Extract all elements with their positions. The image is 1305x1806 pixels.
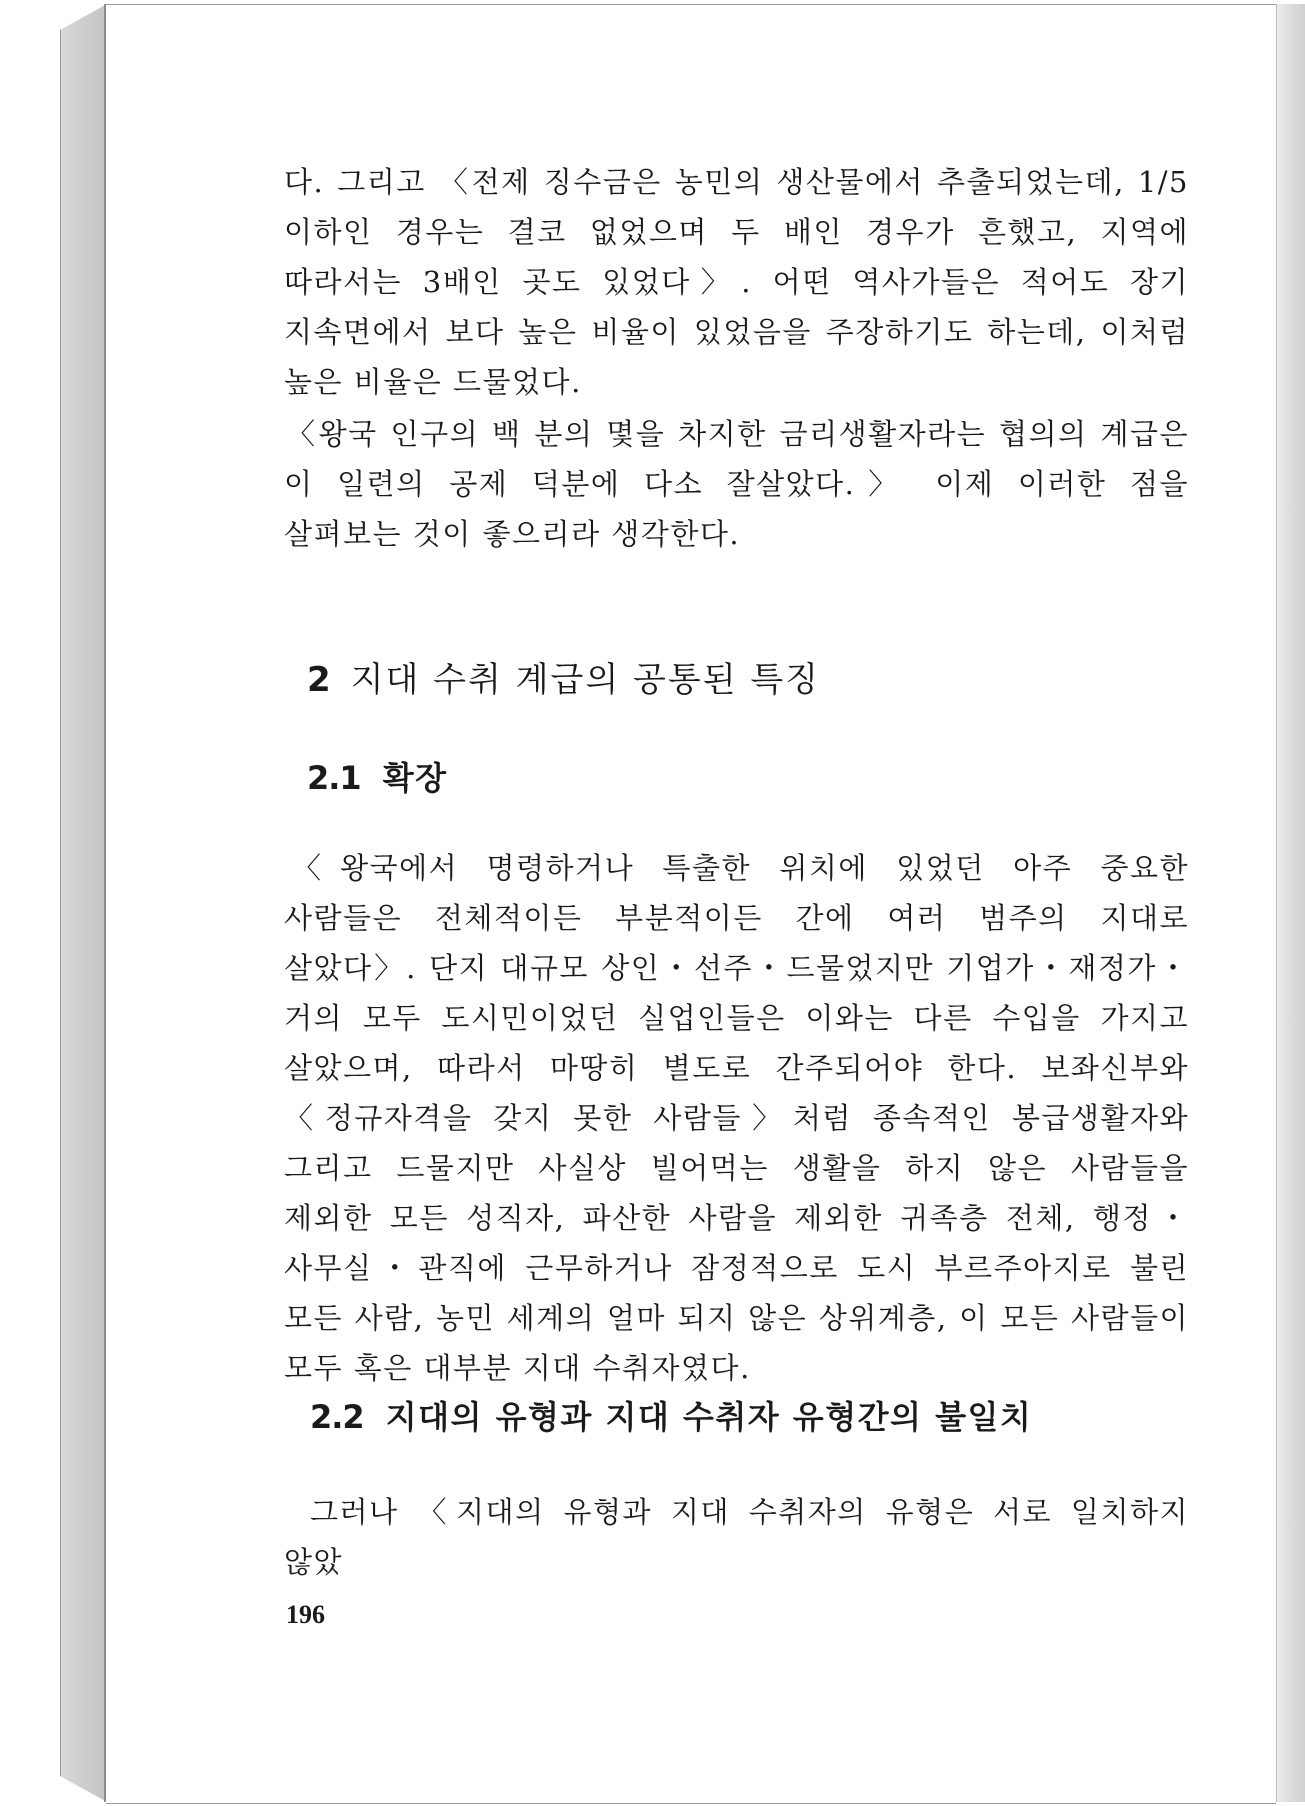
subsection-title: 확장	[382, 759, 448, 797]
book-spine	[60, 4, 107, 1802]
section-heading-2-1	[307, 753, 448, 799]
section-heading-2	[307, 652, 820, 701]
subsection-number: 2.2	[310, 1398, 364, 1436]
paragraph-section-2-2: 그러나 〈지대의 유형과 지대 수취자의 유형은 서로 일치하지 않았	[284, 1495, 1189, 1579]
subsection-title: 지대의 유형과 지대 수취자 유형간의 불일치	[385, 1398, 1033, 1436]
paragraph-continuation: 다. 그리고 〈전제 징수금은 농민의 생산물에서 추출되었는데, 1/5 이하인 경우는 결코 없었으며 두 배인 경우가 흔했고, 지역에 따라서는 3배인 곳도 있었다〉. 어떤 역사가들은 적어도 장기 지속면에서 보다 높은 비율이 있었음을 주장하기도 하는데, 이처럼 높은 비율은 드물었다.	[284, 165, 1189, 399]
section-heading-2-2	[310, 1392, 1032, 1438]
section-number: 2	[307, 660, 333, 700]
section-title: 지대 수취 계급의 공통된 특징	[350, 660, 821, 700]
subsection-number: 2.1	[307, 759, 361, 797]
paragraph-section-2-1: 〈왕국에서 명령하거나 특출한 위치에 있었던 아주 중요한 사람들은 전체적이든 부분적이든 간에 여러 범주의 지대로 살았다〉. 단지 대규모 상인・선주・드물었지만 기업가・재정가・거의 모두 도시민이었던 실업인들은 이와는 다른 수입을 가지고 살았으며, 따라서 마땅히 별도로 간주되어야 한다. 보좌신부와 〈정규자격을 갖지 못한 사람들〉처럼 종속적인 봉급생활자와 그리고 드물지만 사실상 빌어먹는 생활을 하지 않은 사람들을 제외한 모든 성직자, 파산한 사람을 제외한 귀족층 전체, 행정・사무실・관직에 근무하거나 잠정적으로 도시 부르주아지로 불린 모든 사람, 농민 세계의 얼마 되지 않은 상위계층, 이 모든 사람들이 모두 혹은 대부분 지대 수취자였다.	[284, 851, 1189, 1385]
paragraph-second: 〈왕국 인구의 백 분의 몇을 차지한 금리생활자라는 협의의 계급은 이 일련의 공제 덕분에 다소 잘살았다.〉 이제 이러한 점을 살펴보는 것이 좋으리라 생각한다.	[284, 417, 1189, 551]
page-number: 196	[286, 1600, 325, 1629]
page-stack-edge	[1276, 4, 1305, 1802]
